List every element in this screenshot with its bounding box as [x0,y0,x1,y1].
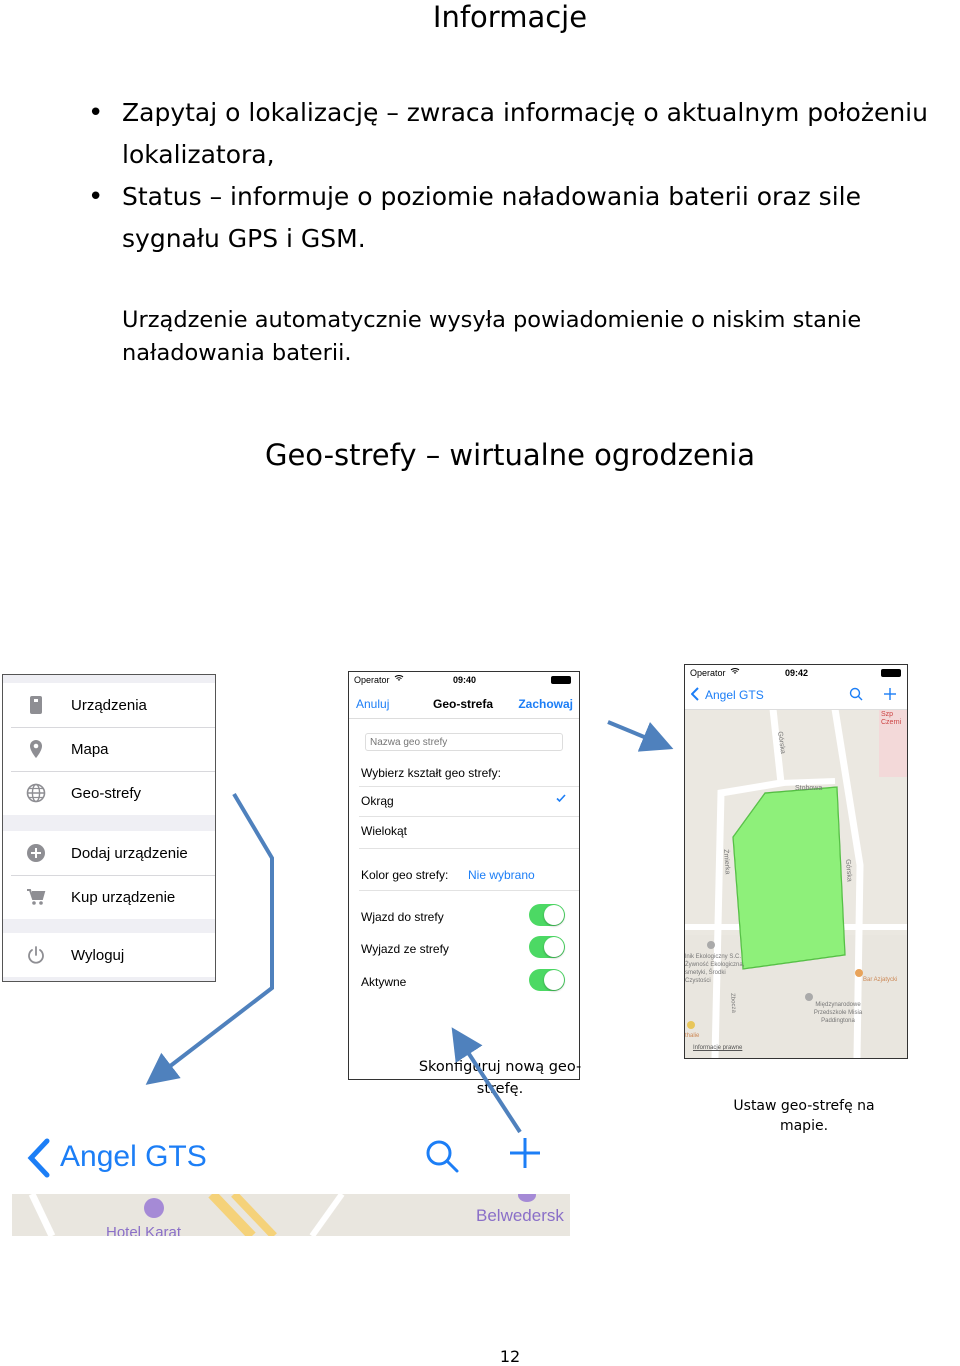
arrow-add-to-form [456,1034,520,1132]
battery-paragraph: Urządzenie automatycznie wysyła powiadomienie o niskim stanie naładowania baterii. [122,307,862,366]
poi-label: Hotel Karat [106,1224,182,1236]
menu-item-label: Dodaj urządzenie [71,844,188,862]
page-number: 12 [499,1347,521,1366]
poi-label: thalie [685,1033,700,1039]
street-label: Zbocza [729,993,737,1014]
shape-label: Wybierz kształt geo strefy: [361,766,501,780]
menu-item-label: Mapa [71,740,109,758]
exit-label: Wyjazd ze strefy [361,942,449,956]
status-time: 09:42 [785,668,809,678]
save-button[interactable]: Zachowaj [518,697,573,711]
shape-option-label: Wielokąt [361,824,408,838]
menu-item-label: Geo-strefy [71,784,142,802]
back-button[interactable]: Angel GTS [705,688,764,702]
page-title: Informacje [432,0,588,34]
color-label: Kolor geo strefy: [361,868,449,882]
bullet-item: • Zapytaj o lokalizację – zwraca informację o aktualnym położeniu lokalizatora, [88,92,948,176]
menu-item-label: Wyloguj [71,946,125,964]
street-label: Górska [844,859,853,882]
menu-item-label: Urządzenia [71,696,147,714]
street-label: Żmierka [722,849,731,875]
poi-label: Międzynarodowe Przedszkole Misia Paddingtona [813,1002,863,1024]
arrow-menu-to-nav [152,794,272,1080]
street-label: Górska [776,731,787,755]
nav-title: Geo-strefa [433,697,494,711]
bullet-item: • Status – informuje o poziomie naładowania baterii oraz sile sygnału GPS i GSM. [88,176,948,260]
back-button[interactable]: Angel GTS [60,1140,207,1173]
color-value: Nie wybrano [468,868,535,882]
active-label: Aktywne [361,975,407,989]
poi-label: Belwedersk [476,1206,564,1225]
carrier-label: Operator [354,675,390,685]
caption-configure: Skonfiguruj nową geo-strefę. [418,1059,582,1097]
menu-item-label: Kup urządzenie [71,888,176,906]
poi-label: Bar Azjatycki [863,977,898,983]
poi-label: lnik Ekologiczny S.C. Żywność Ekologiczna, smetyki, Środki Czystości [685,954,745,984]
caption-set-zone: Ustaw geo-strefę na mapie. [733,1098,875,1134]
legal-link[interactable]: Informacje prawne [693,1045,743,1051]
entry-label: Wjazd do strefy [361,910,444,924]
poi-label: Szp Czerni [881,711,902,726]
cancel-button[interactable]: Anuluj [356,697,390,711]
carrier-label: Operator [690,668,726,678]
street-label: Stobowa [795,785,823,792]
section-subtitle: Geo-strefy – wirtualne ogrodzenia [264,438,756,472]
arrow-form-to-map [608,722,666,746]
status-time: 09:40 [453,675,477,685]
shape-option-label: Okrąg [361,794,394,808]
